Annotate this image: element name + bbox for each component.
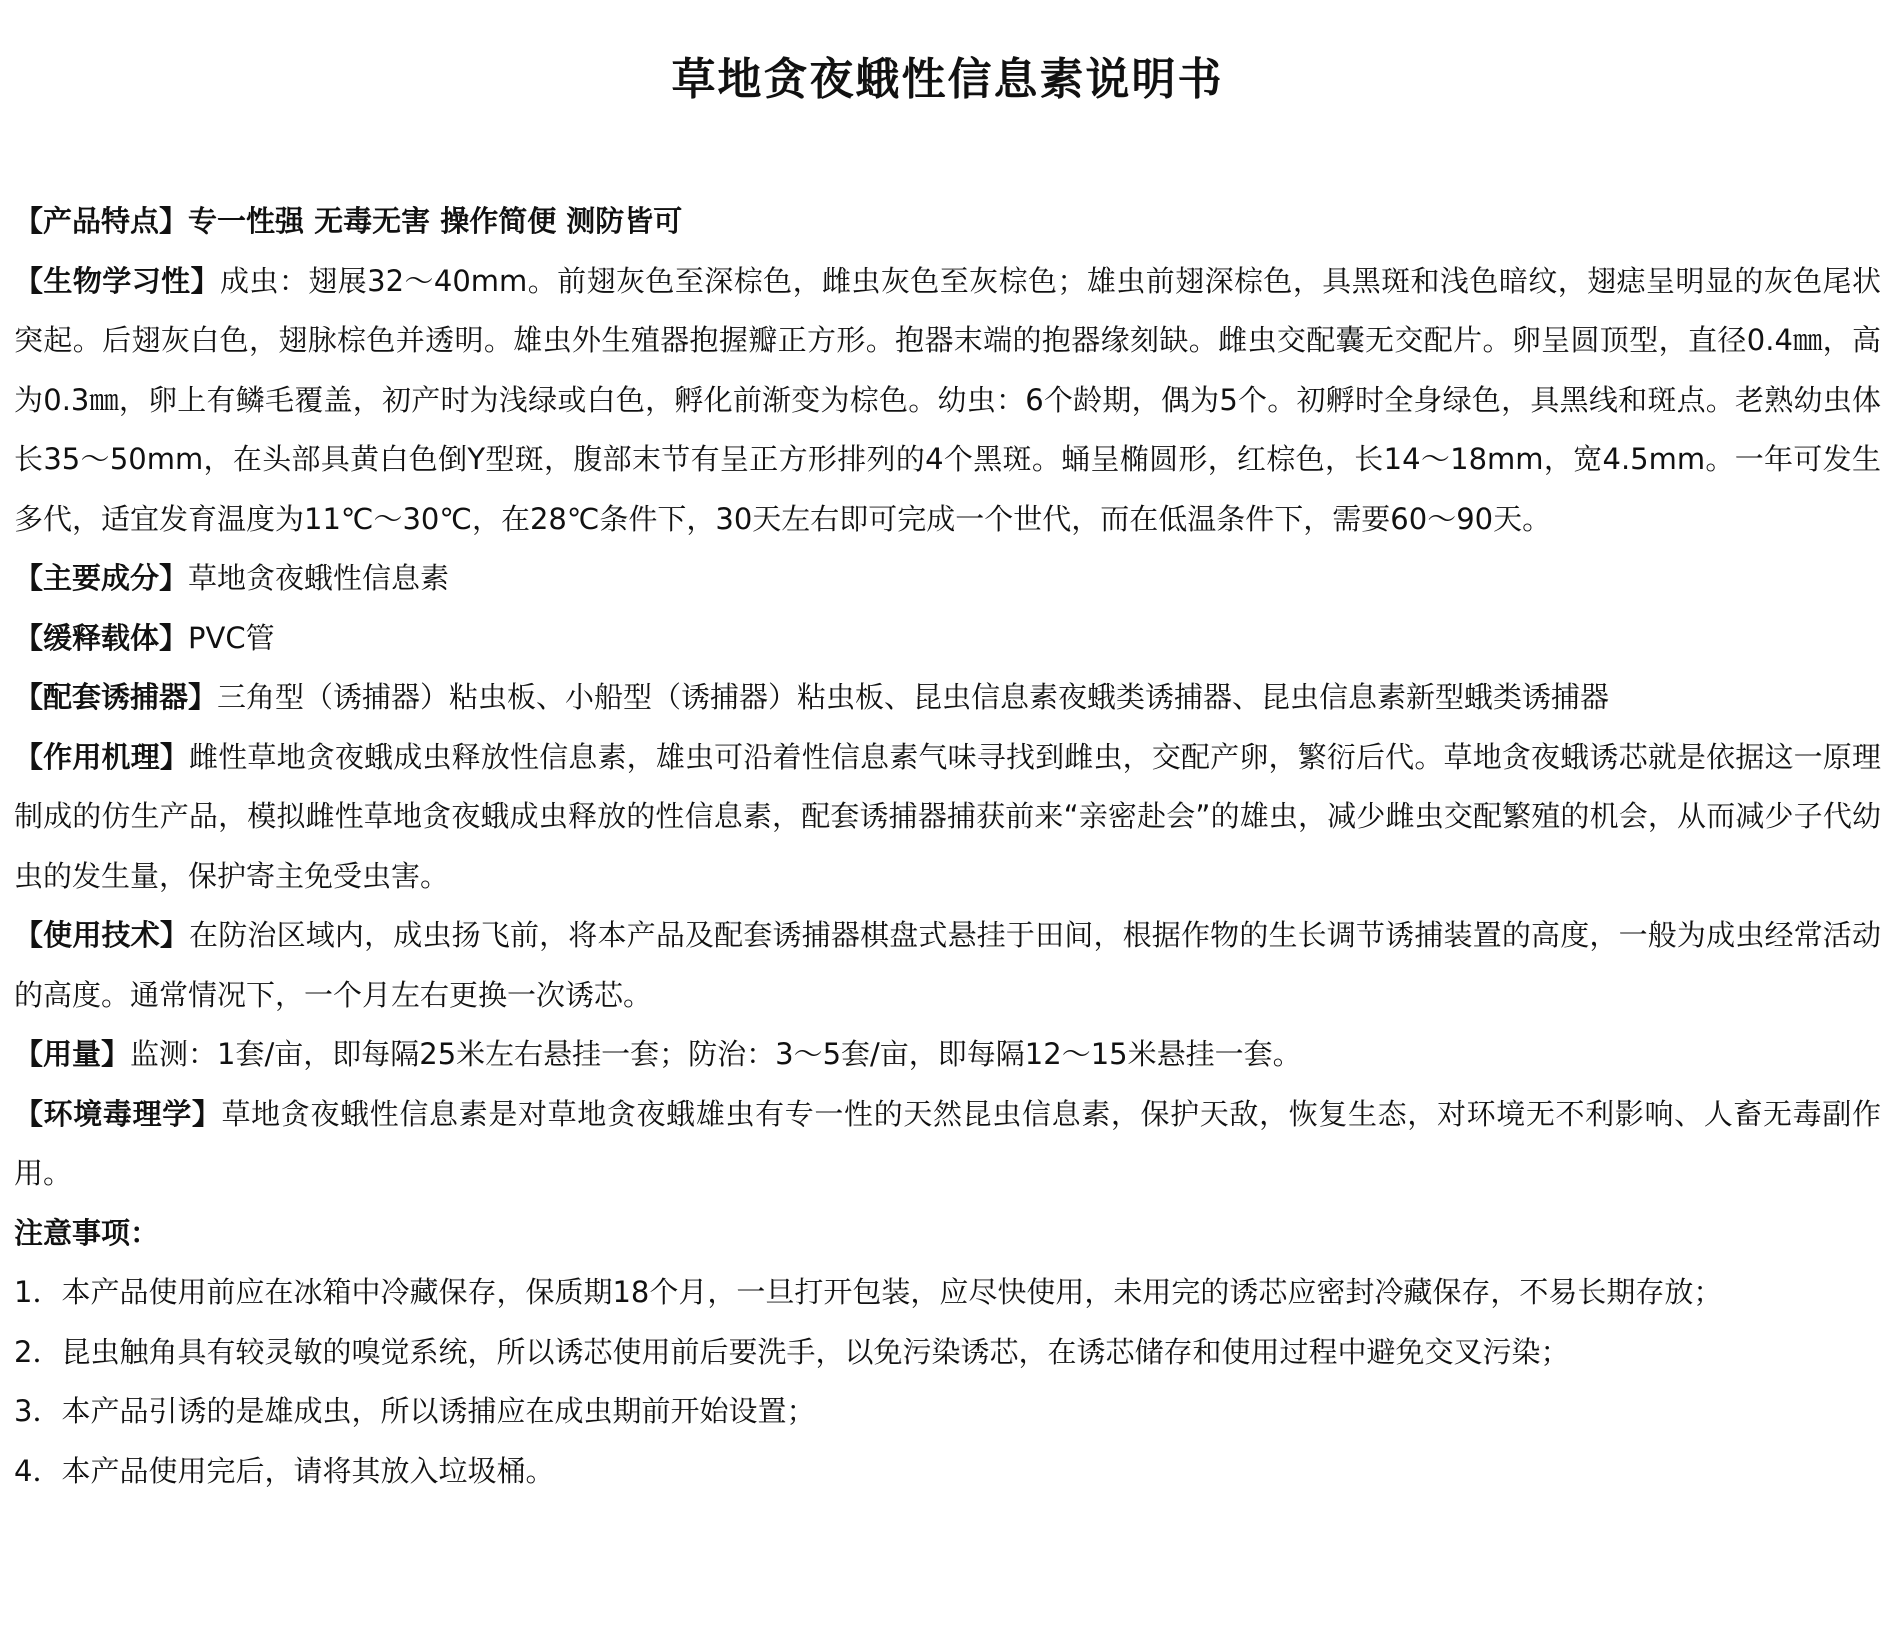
section-product-features — [14, 192, 1881, 252]
section-label: 【用量】 — [14, 1037, 131, 1071]
note-item: 4．本产品使用完后，请将其放入垃圾桶。 — [14, 1453, 555, 1488]
note-item: 3．本产品引诱的是雄成虫，所以诱捕应在成虫期前开始设置； — [14, 1394, 816, 1428]
section-label: 【缓释载体】 — [14, 620, 189, 655]
section-text: 专一性强 无毒无害 操作简便 测防皆可 — [188, 204, 683, 238]
section-label: 【环境毒理学】 — [14, 1096, 222, 1131]
section-text: 雌性草地贪夜蛾成虫释放性信息素，雄虫可沿着性信息素气味寻找到雌虫，交配产卵，繁衍后代。草地贪夜蛾诱芯就是依据这一原理制成的仿生产品，模拟雌性草地贪夜蛾成虫释放的性信息素，配套诱捕器捕获前来“亲密赴会”的雄虫，减少雌虫交配繁殖的机会，从而减少子代幼虫的发生量，保护寄主免受虫害。 — [14, 739, 1881, 893]
section-label: 【配套诱捕器】 — [14, 680, 218, 714]
notes-heading: 注意事项： — [14, 1215, 160, 1250]
section-traps — [14, 668, 1881, 728]
section-label: 【作用机理】 — [14, 739, 190, 774]
section-toxicology — [14, 1085, 1881, 1204]
section-label: 【产品特点】 — [14, 204, 189, 238]
section-dosage — [14, 1025, 1881, 1085]
section-text: 监测：1套/亩，即每隔25米左右悬挂一套；防治：3～5套/亩，即每隔12～15米悬挂一套。 — [130, 1037, 1302, 1071]
section-mechanism — [14, 728, 1881, 907]
section-text: PVC管 — [188, 620, 275, 655]
section-label: 【生物学习性】 — [14, 263, 220, 298]
section-usage — [14, 906, 1881, 1025]
section-text: 草地贪夜蛾性信息素是对草地贪夜蛾雄虫有专一性的天然昆虫信息素，保护天敌，恢复生态，对环境无不利影响、人畜无毒副作用。 — [14, 1096, 1881, 1190]
section-label: 【主要成分】 — [14, 561, 189, 595]
page-title: 草地贪夜蛾性信息素说明书 — [671, 54, 1224, 105]
section-text: 成虫：翅展32～40mm。前翅灰色至深棕色，雌虫灰色至灰棕色；雄虫前翅深棕色，具黑斑和浅色暗纹，翅痣呈明显的灰色尾状突起。后翅灰白色，翅脉棕色并透明。雄虫外生殖器抱握瓣正方形。抱器末端的抱器缘刻缺。雌虫交配囊无交配片。卵呈圆顶型，直径0.4㎜，高为0.3㎜，卵上有鳞毛覆盖，初产时为浅绿或白色，孵化前渐变为棕色。幼虫：6个龄期，偶为5个。初孵时全身绿色，具黑线和斑点。老熟幼虫体长35～50mm，在头部具黄白色倒Y型斑，腹部末节有呈正方形排列的4个黑斑。蛹呈椭圆形，红棕色，长14～18mm，宽4.5mm。一年可发生多代，适宜发育温度为11℃～30℃，在28℃条件下，30天左右即可完成一个世代，而在低温条件下，需要60～90天。 — [14, 263, 1881, 536]
section-carrier — [14, 609, 1881, 669]
section-text: 三角型（诱捕器）粘虫板、小船型（诱捕器）粘虫板、昆虫信息素夜蛾类诱捕器、昆虫信息素新型蛾类诱捕器 — [217, 680, 1610, 714]
section-main-ingredient — [14, 549, 1881, 609]
note-item: 1．本产品使用前应在冰箱中冷藏保存，保质期18个月，一旦打开包装，应尽快使用，未用完的诱芯应密封冷藏保存，不易长期存放； — [14, 1275, 1723, 1309]
note-item: 2．昆虫触角具有较灵敏的嗅觉系统，所以诱芯使用前后要洗手，以免污染诱芯，在诱芯储存和使用过程中避免交叉污染； — [14, 1334, 1570, 1369]
document-body — [14, 192, 1881, 1501]
section-label: 【使用技术】 — [14, 918, 190, 952]
section-text: 在防治区域内，成虫扬飞前，将本产品及配套诱捕器棋盘式悬挂于田间，根据作物的生长调节诱捕装置的高度，一般为成虫经常活动的高度。通常情况下，一个月左右更换一次诱芯。 — [14, 918, 1881, 1012]
section-text: 草地贪夜蛾性信息素 — [188, 561, 450, 595]
section-biology — [14, 252, 1881, 550]
